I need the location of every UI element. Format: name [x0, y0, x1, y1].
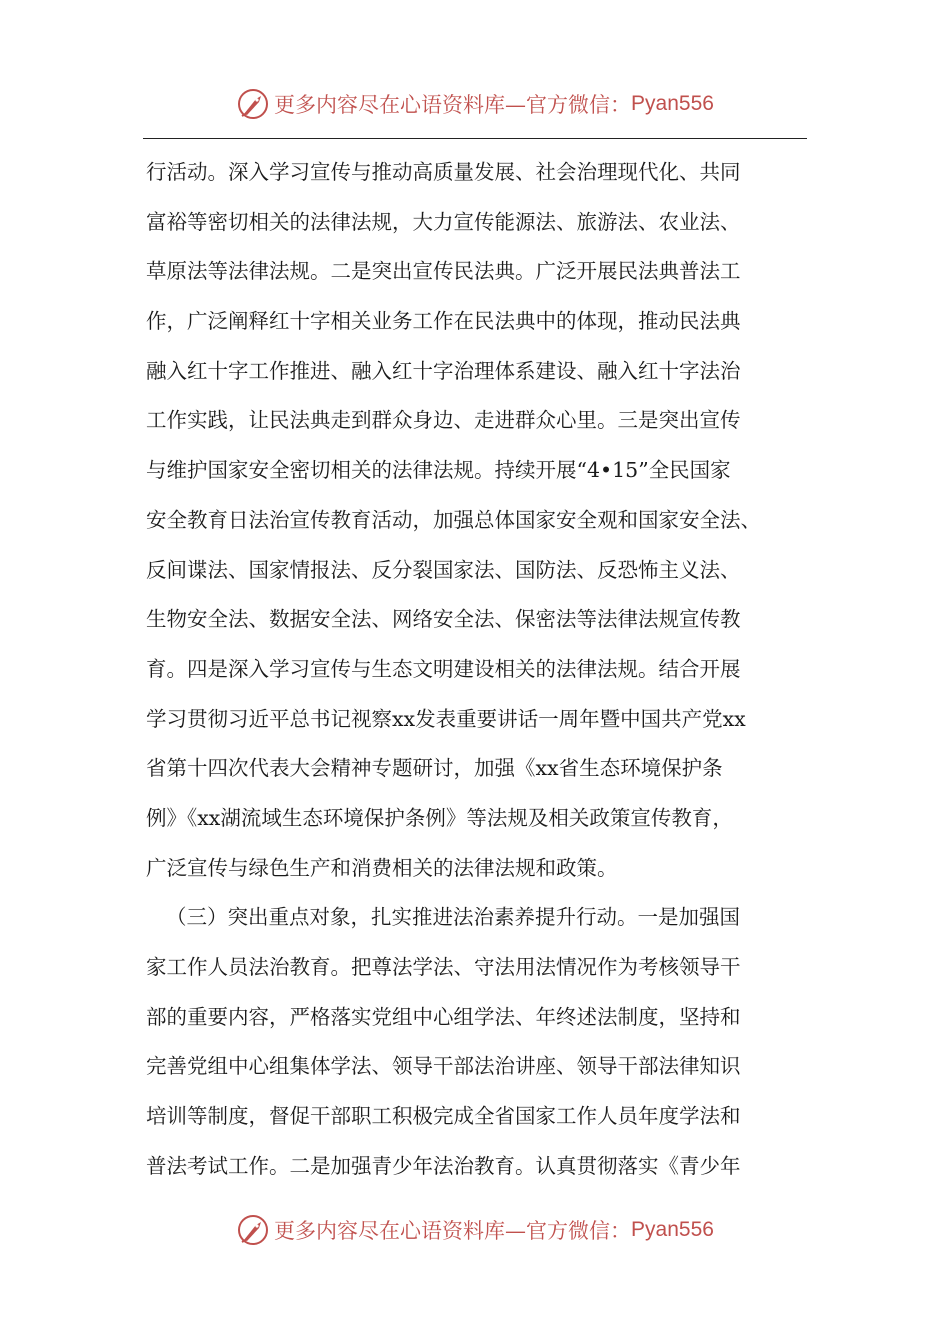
- pen-nib-logo-icon: [236, 1213, 270, 1247]
- body-line: 反间谍法、国家情报法、反分裂国家法、国防法、反恐怖主义法、: [146, 557, 741, 582]
- body-line: 普法考试工作。二是加强青少年法治教育。认真贯彻落实《青少年: [146, 1153, 741, 1178]
- body-line: 生物安全法、数据安全法、网络安全法、保密法等法律法规宣传教: [146, 607, 741, 632]
- pen-nib-logo-icon: [236, 87, 270, 121]
- body-line: 与维护国家安全密切相关的法律法规。持续开展“4•15”全民国家: [146, 458, 731, 483]
- document-body: [146, 148, 808, 1191]
- body-line: 草原法等法律法规。二是突出宣传民法典。广泛开展民法典普法工: [146, 259, 741, 284]
- body-line: 学习贯彻习近平总书记视察xx发表重要讲话一周年暨中国共产党xx: [146, 706, 746, 731]
- footer-banner-text: 更多内容尽在心语资料库—官方微信：: [274, 1219, 632, 1243]
- body-line: 融入红十字工作推进、融入红十字治理体系建设、融入红十字法治: [146, 358, 741, 383]
- footer-banner-wechat-id: Pyan556: [631, 1218, 714, 1241]
- body-line: 工作实践，让民法典走到群众身边、走进群众心里。三是突出宣传: [146, 408, 741, 433]
- body-line: 行活动。深入学习宣传与推动高质量发展、社会治理现代化、共同: [146, 160, 741, 184]
- header-banner: [0, 84, 950, 124]
- header-banner-text: 更多内容尽在心语资料库—官方微信：: [274, 93, 632, 117]
- body-line: 省第十四次代表大会精神专题研讨，加强《xx省生态环境保护条: [146, 756, 723, 781]
- body-line: 完善党组中心组集体学法、领导干部法治讲座、领导干部法律知识: [146, 1054, 741, 1079]
- body-line: 部的重要内容，严格落实党组中心组学法、年终述法制度，坚持和: [146, 1004, 741, 1029]
- body-line: 富裕等密切相关的法律法规，大力宣传能源法、旅游法、农业法、: [146, 209, 741, 234]
- footer-banner: [0, 1210, 950, 1250]
- body-line: 培训等制度，督促干部职工积极完成全省国家工作人员年度学法和: [146, 1104, 741, 1129]
- body-line: 育。四是深入学习宣传与生态文明建设相关的法律法规。结合开展: [146, 656, 741, 681]
- body-line: 家工作人员法治教育。把尊法学法、守法用法情况作为考核领导干: [146, 955, 741, 979]
- header-banner-wechat-id: Pyan556: [631, 92, 714, 115]
- body-line: 广泛宣传与绿色生产和消费相关的法律法规和政策。: [146, 855, 618, 880]
- header-divider: [143, 138, 807, 139]
- section-heading-line: （三）突出重点对象，扎实推进法治素养提升行动。一是加强国: [166, 905, 740, 930]
- body-line: 安全教育日法治宣传教育活动，加强总体国家安全观和国家安全法、: [146, 507, 761, 532]
- body-line: 例》《xx湖流域生态环境保护条例》等法规及相关政策宣传教育，: [146, 805, 733, 830]
- body-line: 作，广泛阐释红十字相关业务工作在民法典中的体现，推动民法典: [146, 309, 741, 334]
